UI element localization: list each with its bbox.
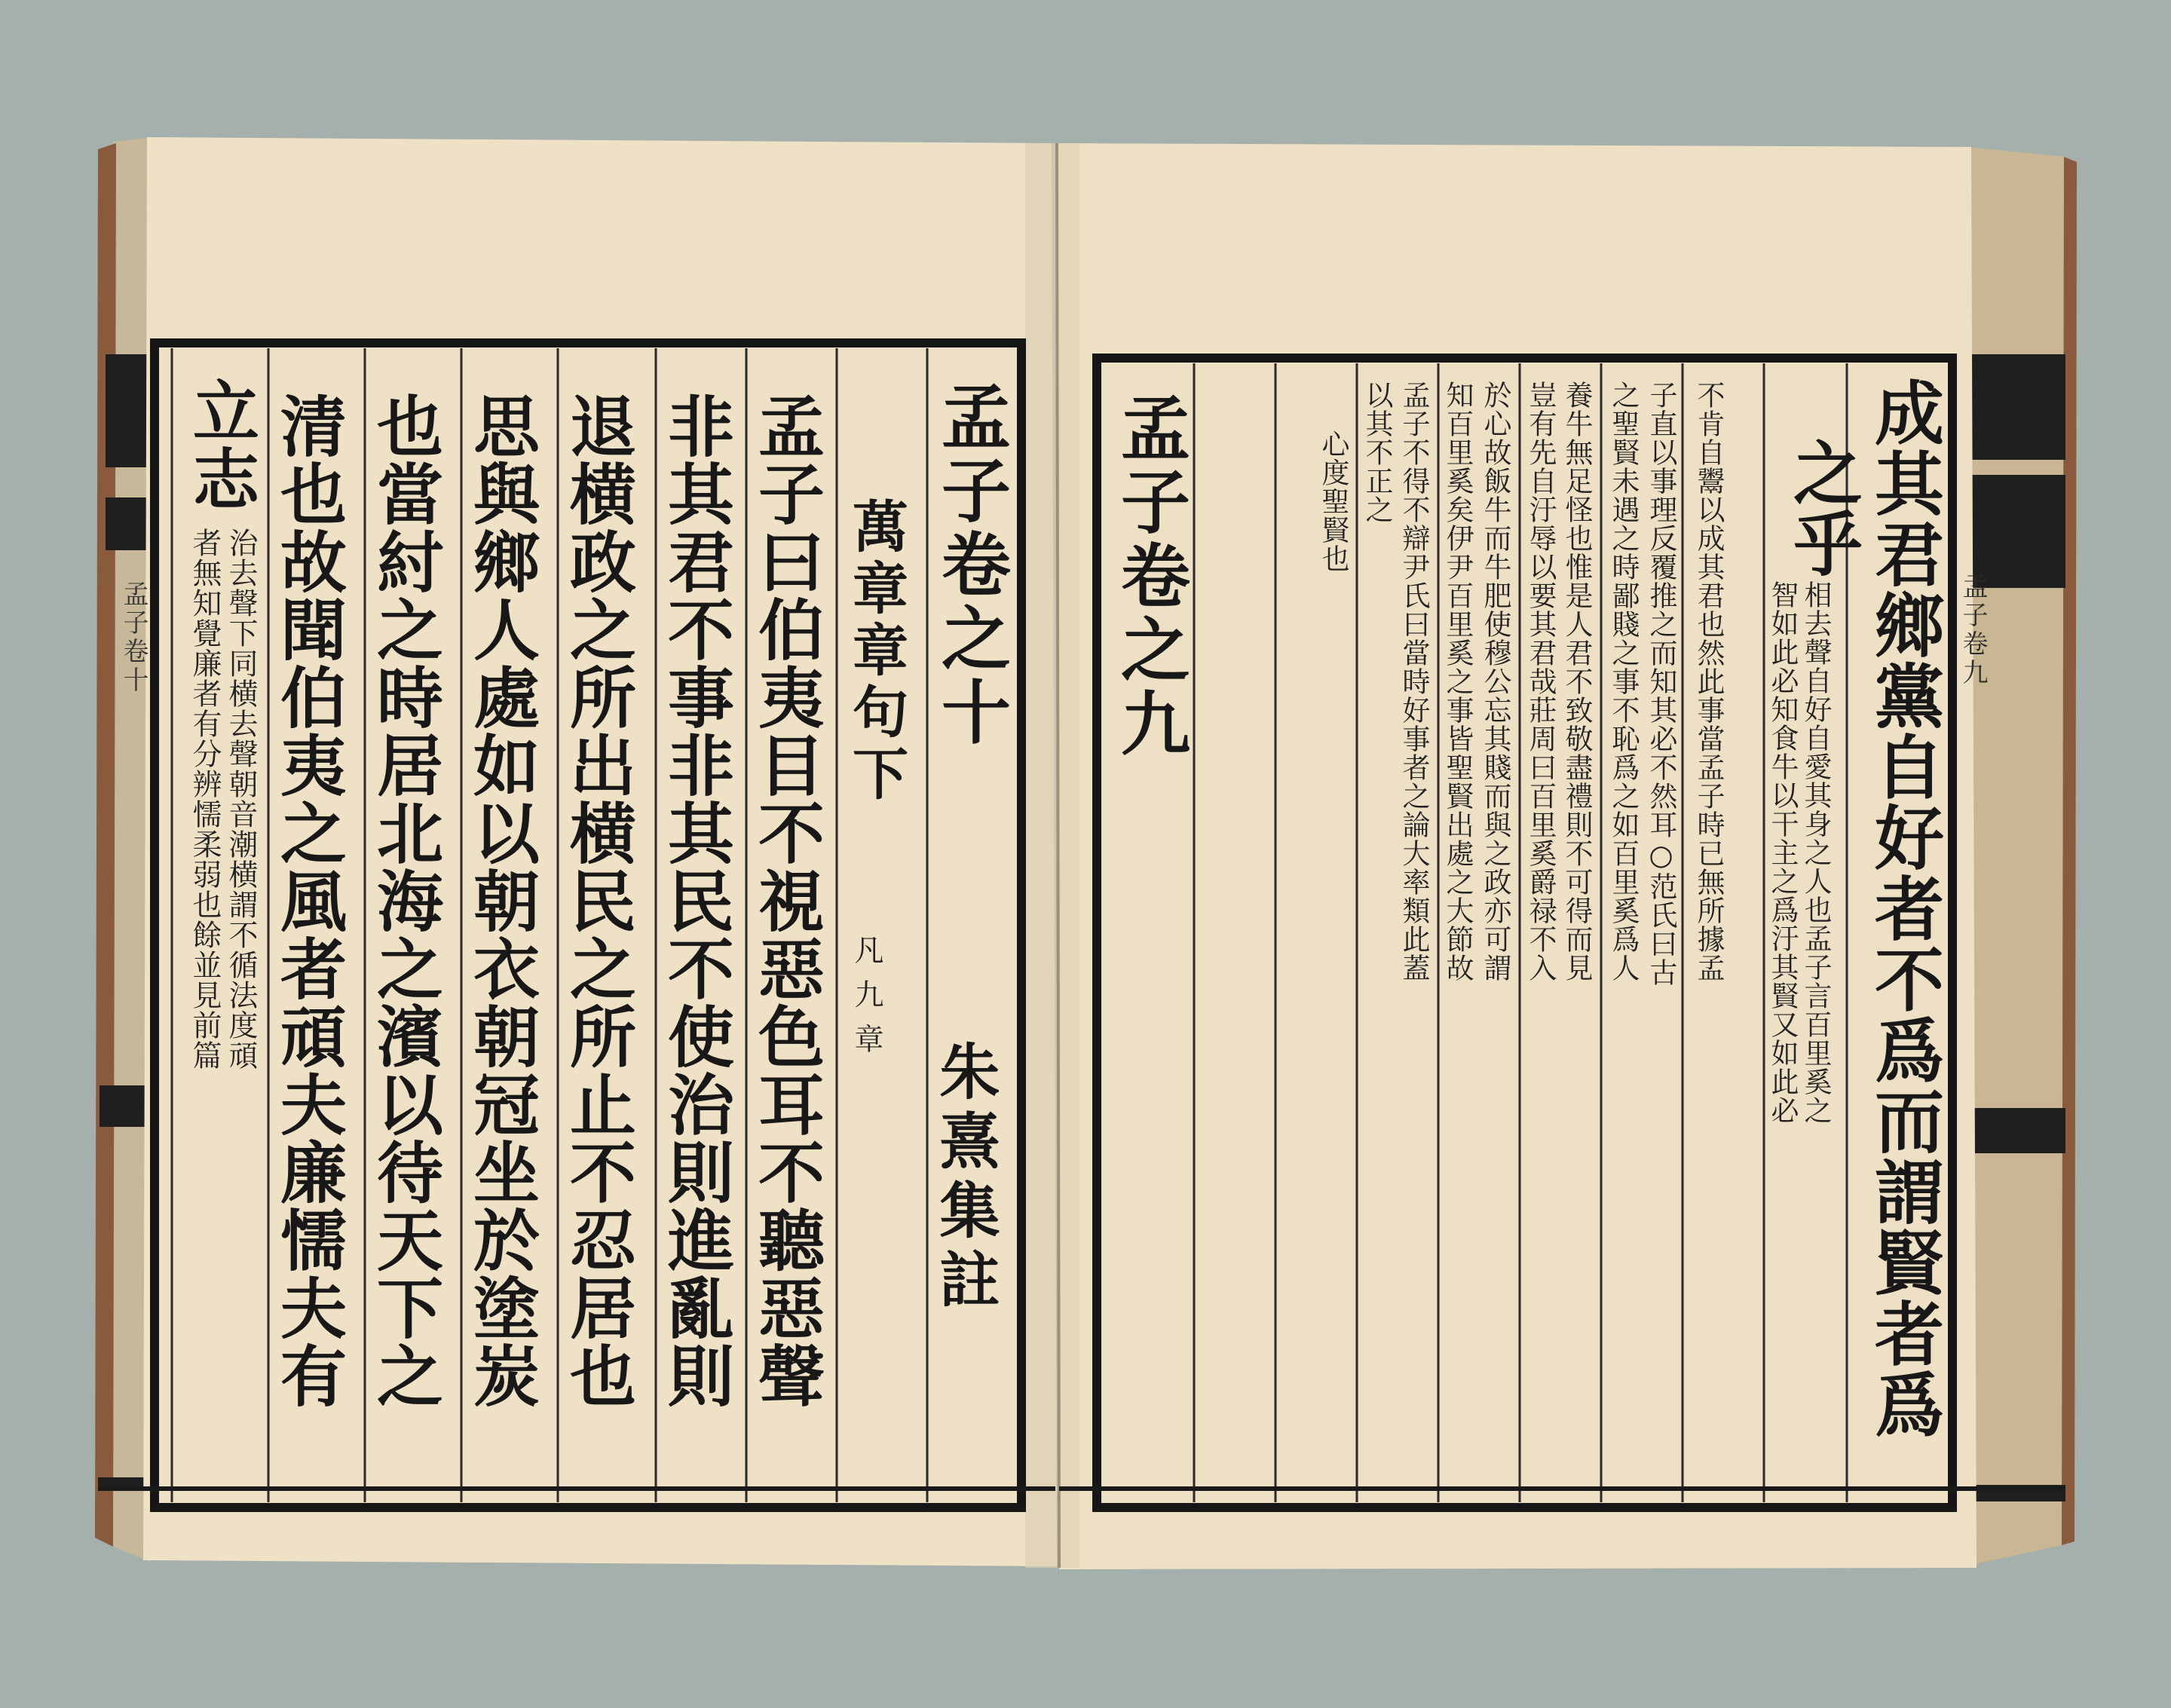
right-commentary-7: 豈有先自汙辱以要其君哉莊周曰百里奚爵禄不入 [1524,381,1557,982]
chapter-title: 萬章章句下 [844,497,908,807]
text-column-2: 非其君不事非其民不使治則進亂則 [657,392,736,1410]
right-text-column-1: 成其君鄉黨自好者不爲而謂賢者爲 [1863,377,1945,1440]
left-page-title: 孟子卷之十 [930,381,1012,750]
right-commentary-8: 於心故飯牛而牛肥使穆公忘其賤而與之政亦可謂 [1479,381,1511,982]
author-credit: 朱熹集註 [929,1040,1000,1318]
right-commentary-11: 以其不正之 [1361,381,1393,524]
left-margin-label: 孟子卷十 [118,580,149,695]
right-commentary-9: 知百里奚矣伊尹百里奚之事皆聖賢出處之大節故 [1441,381,1474,982]
left-gutter-shade [1025,143,1057,1568]
right-commentary-4: 子直以事理反覆推之而知其必不然耳○范氏曰古 [1645,381,1677,987]
text-column-4: 思與鄉人處如以朝衣朝冠坐於塗炭 [463,392,541,1410]
left-cover-edge [95,143,116,1547]
right-text-column-2: 之乎 [1782,437,1863,579]
commentary-column-1: 治去聲下同横去聲朝音潮横謂不循法度頑 [224,528,258,1070]
chapter-note: 凡九章 [850,935,883,1068]
right-commentary-2: 智如此必知食牛以干主之爲汙其賢又如此必 [1766,580,1799,1125]
right-commentary-6: 養牛無足怪也惟是人君不致敬盡禮則不可得而見 [1560,381,1593,982]
right-commentary-12: 心度聖賢也 [1317,430,1349,573]
right-commentary-10: 孟子不得不辯尹氏曰當時好事者之論大率類此蓋 [1398,381,1430,982]
text-column-6: 清也故聞伯夷之風者頑夫廉懦夫有 [270,392,348,1410]
text-column-5: 也當紂之時居北海之濱以待天下之 [366,392,445,1410]
right-commentary-1: 相去聲自好自愛其身之人也孟子言百里奚之 [1799,580,1832,1125]
right-margin-label: 孟子卷九 [1958,573,1988,687]
right-commentary-3: 不肯自鬻以成其君也然此事當孟子時已無所據孟 [1692,381,1725,982]
text-column-3: 退横政之所出横民之所止不忍居也 [559,392,638,1410]
text-column-7: 立志 [182,377,261,513]
right-page-title: 孟子卷之九 [1110,392,1191,761]
commentary-column-2: 者無知覺廉者有分辨懦柔弱也餘並見前篇 [188,528,222,1070]
right-commentary-5: 之聖賢未遇之時鄙賤之事不恥爲之如百里奚爲人 [1607,381,1640,982]
text-column-1: 孟子曰伯夷目不視惡色耳不聽惡聲 [748,392,826,1410]
